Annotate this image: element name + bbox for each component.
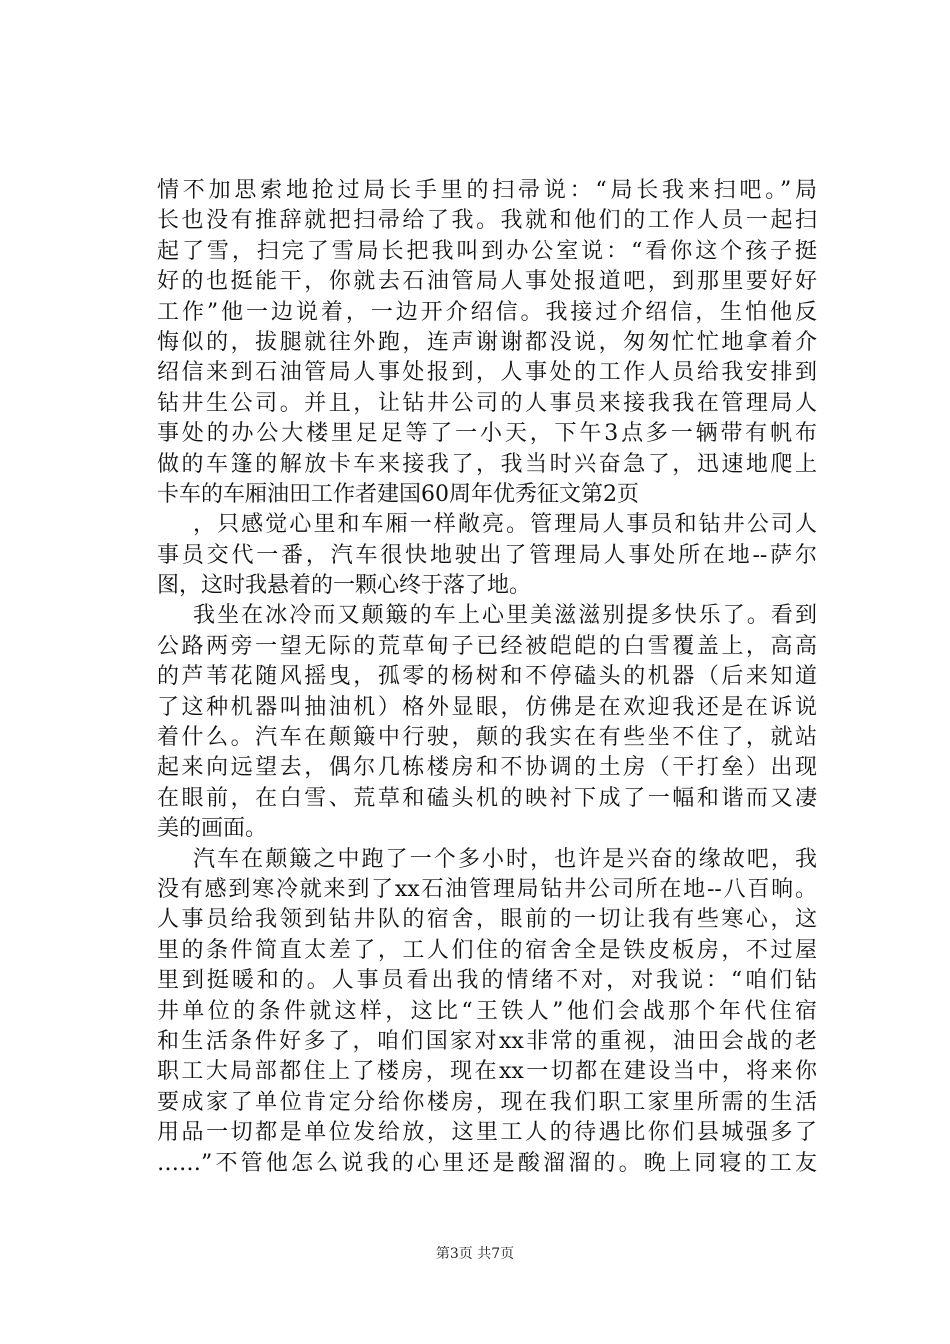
document-body [157, 176, 817, 1179]
text-line: 事员交代一番，汽车很快地驶出了管理局人事处所在地--萨尔 [157, 542, 817, 568]
text-line: 里的条件简直太差了，工人们住的宿舍全是铁皮板房，不过屋 [157, 937, 817, 963]
text-line: 钻井生公司。并且，让钻井公司的人事员来接我我在管理局人 [157, 390, 817, 416]
text-line: 好的也挺能干，你就去石油管局人事处报道吧，到那里要好好 [157, 269, 817, 295]
text-line: 人事员给我领到钻井队的宿舍，眼前的一切让我有些寒心，这 [157, 907, 817, 933]
text-line: 美的画面。 [157, 816, 268, 842]
text-line: 用品一切都是单位发给放，这里工人的待遇比你们县城强多了 [157, 1120, 817, 1146]
text-line: 汽车在颠簸之中跑了一个多小时，也许是兴奋的缘故吧，我 [193, 846, 817, 872]
text-line: 的芦苇花随风摇曳，孤零的杨树和不停磕头的机器（后来知道 [157, 664, 817, 690]
text-line: 没有感到寒冷就来到了xx石油管理局钻井公司所在地--八百晌。 [157, 876, 817, 902]
text-line: 井单位的条件就这样，这比“王铁人”他们会战那个年代住宿 [157, 998, 817, 1024]
text-line: ，只感觉心里和车厢一样敞亮。管理局人事员和钻井公司人 [193, 512, 817, 538]
text-line: 起来向远望去，偶尔几栋楼房和不协调的土房（干打垒）出现 [157, 755, 817, 781]
page-number: 第3页 共7页 [435, 1246, 515, 1262]
text-line: 职工大局部都住上了楼房，现在xx一切都在建设当中，将来你 [157, 1059, 817, 1085]
text-line: 图，这时我悬着的一颗心终于落了地。 [157, 573, 532, 599]
text-line: 做的车篷的解放卡车来接我了，我当时兴奋急了，迅速地爬上 [157, 451, 817, 477]
text-line: 长也没有推辞就把扫帚给了我。我就和他们的工作人员一起扫 [157, 208, 817, 234]
text-line: 我坐在冰冷而又颠簸的车上心里美滋滋别提多快乐了。看到 [193, 603, 817, 629]
text-line: 公路两旁一望无际的荒草甸子已经被皑皑的白雪覆盖上，高高 [157, 633, 817, 659]
text-line: 工作”他一边说着，一边开介绍信。我接过介绍信，生怕他反 [157, 299, 817, 325]
text-line: 卡车的车厢油田工作者建国60周年优秀征文第2页 [157, 481, 639, 507]
text-line: 绍信来到石油管局人事处报到，人事处的工作人员给我安排到 [157, 360, 817, 386]
text-line: 情不加思索地抢过局长手里的扫帚说：“局长我来扫吧。”局 [157, 178, 817, 203]
text-line: 要成家了单位肯定分给你楼房，现在我们职工家里所需的生活 [157, 1089, 817, 1115]
text-line: 了这种机器叫抽油机）格外显眼，仿佛是在欢迎我还是在诉说 [157, 694, 817, 720]
text-line: 起了雪，扫完了雪局长把我叫到办公室说：“看你这个孩子挺 [157, 238, 817, 264]
text-line: 和生活条件好多了，咱们国家对xx非常的重视，油田会战的老 [157, 1028, 817, 1054]
text-line: 里到挺暖和的。人事员看出我的情绪不对，对我说：“咱们钻 [157, 968, 817, 994]
text-line: 悔似的，拔腿就往外跑，连声谢谢都没说，匆匆忙忙地拿着介 [157, 329, 817, 355]
text-line: ……”不管他怎么说我的心里还是酸溜溜的。晚上同寝的工友 [157, 1150, 817, 1176]
text-line: 事处的办公大楼里足足等了一小天，下午3点多一辆带有帆布 [157, 421, 817, 447]
text-line: 在眼前，在白雪、荒草和磕头机的映衬下成了一幅和谐而又凄 [157, 785, 817, 811]
text-line: 着什么。汽车在颠簸中行驶，颠的我实在有些坐不住了，就站 [157, 725, 817, 751]
